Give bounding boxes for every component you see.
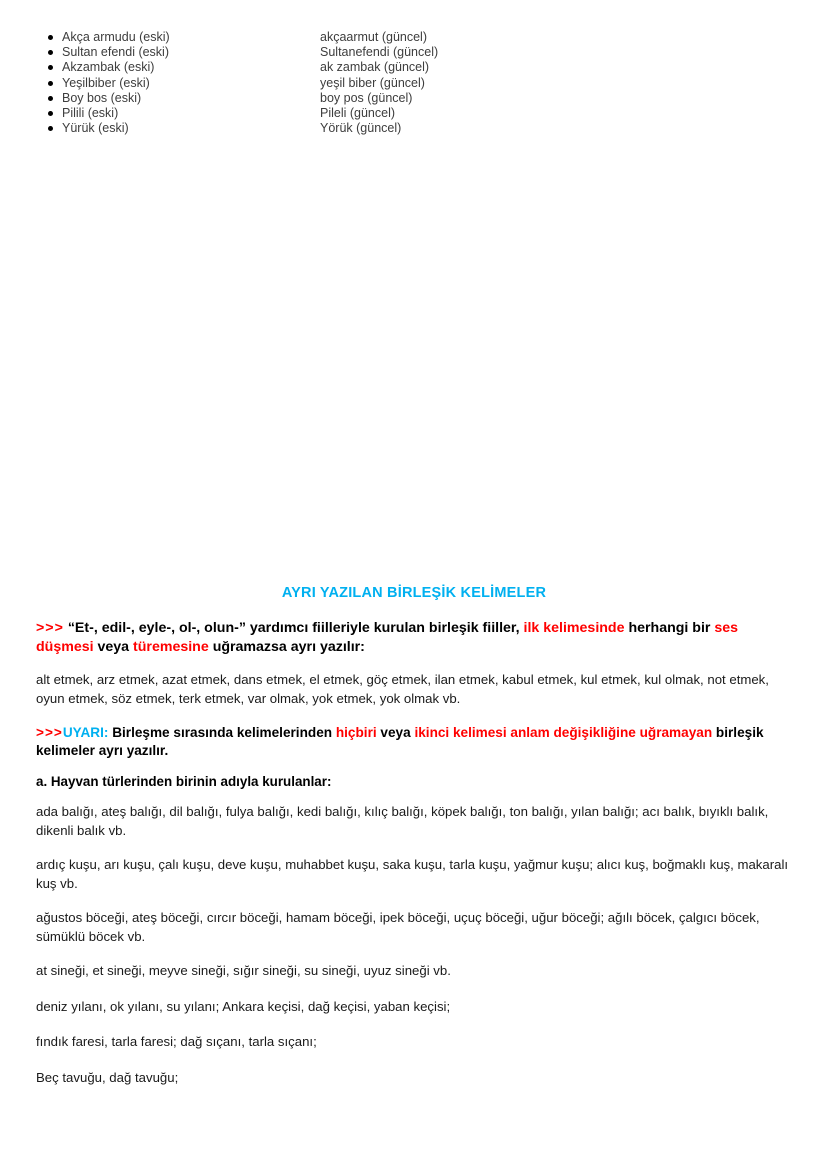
- page-title: AYRI YAZILAN BİRLEŞİK KELİMELER: [281, 585, 547, 601]
- arrow-marker: >>>: [36, 725, 63, 740]
- rule-mid-2: herhangi bir: [628, 620, 711, 636]
- rule-red-3: türemesine: [133, 639, 209, 655]
- list-item: [62, 106, 792, 121]
- article-section: [36, 585, 792, 1104]
- old-word: Akça armudu (eski): [62, 30, 170, 44]
- arrow-marker: >>>: [36, 620, 64, 636]
- rule-mid-3: veya: [97, 639, 130, 655]
- list-item: [62, 76, 792, 91]
- new-word: boy pos (güncel): [320, 90, 413, 105]
- warning-red-1: hiçbiri: [335, 725, 377, 740]
- rule-quoted: “Et-, edil-, eyle-, ol-, olun-”: [67, 620, 246, 636]
- new-word: Pileli (güncel): [320, 106, 396, 121]
- rule-red-1: ilk kelimesinde: [523, 620, 625, 636]
- list-item: [62, 91, 792, 106]
- rule-paragraph: [36, 619, 792, 657]
- warning-text-1: Birleşme sırasında kelimelerinden: [112, 725, 333, 740]
- body-paragraph: at sineği, et sineği, meyve sineği, sığır sineği, su sineği, uyuz sineği vb.: [36, 963, 451, 978]
- warning-paragraph: [36, 724, 792, 760]
- body-paragraph: Beç tavuğu, dağ tavuğu;: [36, 1069, 179, 1085]
- examples-paragraph: alt etmek, arz etmek, azat etmek, dans etmek, el etmek, göç etmek, ilan etmek, kabul etmek, kul etmek, kul olmak, not etmek, oyun etmek, söz etmek, terk etmek, var olmak, yok etmek, yok olmak vb.: [36, 672, 769, 706]
- old-word: Sultan efendi (eski): [62, 45, 170, 60]
- new-word: ak zambak (güncel): [320, 60, 430, 75]
- body-paragraph: deniz yılanı, ok yılanı, su yılanı; Ankara keçisi, dağ keçisi, yaban keçisi;: [36, 998, 451, 1014]
- warning-red-2: ikinci kelimesi anlam değişikliğine uğramayan: [414, 725, 713, 740]
- rule-red-4: ayrı yazılır:: [290, 639, 365, 655]
- word-pair-list: [36, 30, 792, 136]
- rule-red-2: ses düşmesi: [36, 620, 739, 655]
- rule-mid-1: yardımcı fiilleriyle kurulan birleşik fiiller,: [249, 620, 520, 636]
- list-item: [62, 45, 792, 60]
- warning-label: UYARI:: [62, 725, 109, 740]
- old-word: Yeşilbiber (eski): [62, 75, 150, 90]
- body-paragraph: ağustos böceği, ateş böceği, cırcır böceği, hamam böceği, ipek böceği, uçuç böceği, uğur böceği; ağılı böcek, çalgıcı böcek, sümüklü böcek vb.: [36, 910, 760, 944]
- warning-text-2: veya: [380, 725, 411, 740]
- new-word: yeşil biber (güncel): [320, 75, 425, 90]
- body-paragraph: ada balığı, ateş balığı, dil balığı, fulya balığı, kedi balığı, kılıç balığı, köpek balığı, ton balığı, yılan balığı; acı balık, bıyıklı balık, dikenli balık vb.: [36, 804, 769, 838]
- subheading-a: a. Hayvan türlerinden birinin adıyla kurulanlar:: [36, 774, 332, 789]
- list-item: [62, 30, 792, 45]
- list-item: [62, 60, 792, 75]
- old-word: Boy bos (eski): [62, 90, 142, 105]
- list-item: [62, 121, 792, 136]
- new-word: Yörük (güncel): [320, 121, 402, 136]
- new-word: Sultanefendi (güncel): [320, 45, 439, 60]
- rule-mid-4: uğramazsa: [212, 639, 287, 655]
- old-word: Akzambak (eski): [62, 60, 155, 75]
- warning-text-3: birleşik kelimeler ayrı yazılır.: [36, 725, 764, 758]
- old-word: Yürük (eski): [62, 121, 129, 136]
- new-word: akçaarmut (güncel): [320, 30, 427, 44]
- body-paragraph: ardıç kuşu, arı kuşu, çalı kuşu, deve kuşu, muhabbet kuşu, saka kuşu, tarla kuşu, yağmur kuşu; alıcı kuş, boğmaklı kuş, makaralı kuş vb.: [36, 857, 789, 891]
- old-word: Pilili (eski): [62, 106, 119, 121]
- body-paragraph: fındık faresi, tarla faresi; dağ sıçanı, tarla sıçanı;: [36, 1034, 317, 1049]
